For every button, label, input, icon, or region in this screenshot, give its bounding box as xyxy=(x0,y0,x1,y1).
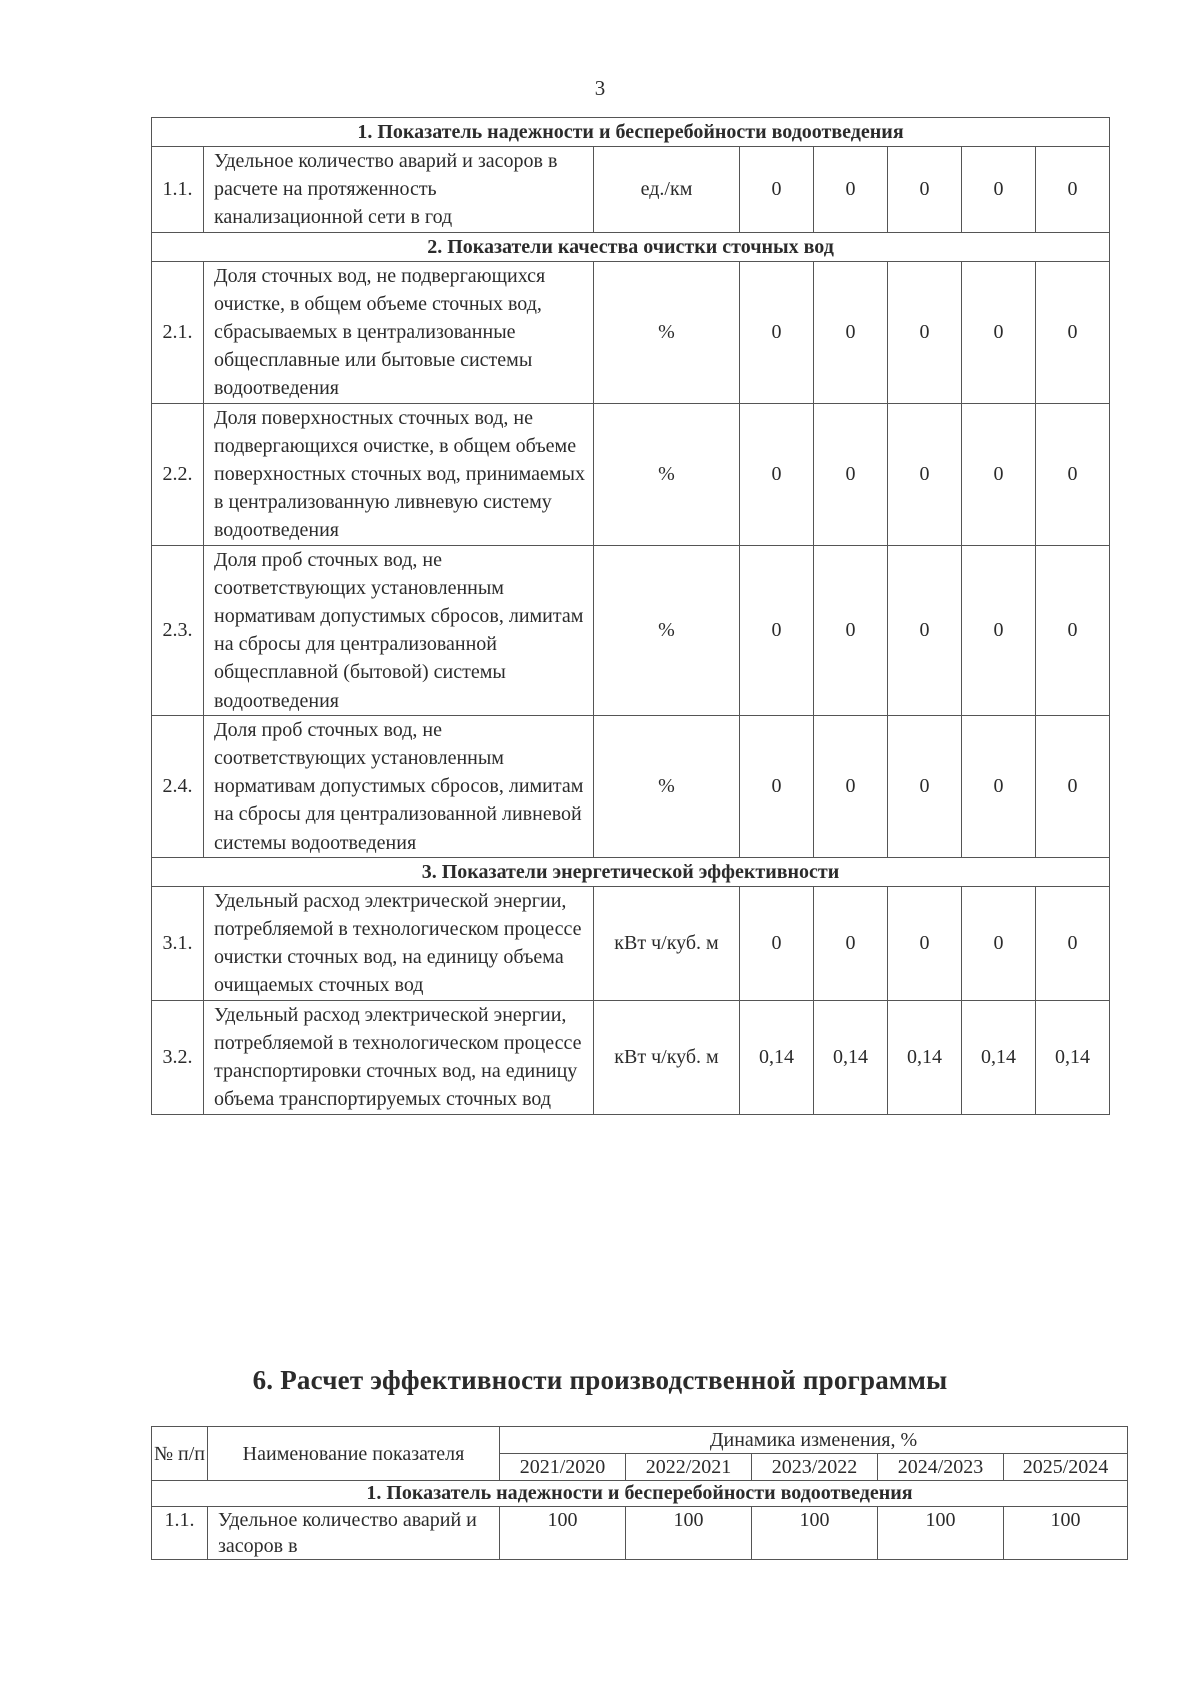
section-heading: 6. Расчет эффективности производственной программы xyxy=(252,1365,948,1395)
value-cell: 0 xyxy=(814,261,888,403)
value-cell: 0 xyxy=(888,261,962,403)
indicator-name: Удельный расход электрической энергии, потребляемой в технологическом процессе транспортировки сточных вод, на единицу объема транспортируемых сточных вод xyxy=(204,1000,594,1114)
value-cell: 0 xyxy=(888,715,962,857)
unit-cell: % xyxy=(594,261,740,403)
value-cell: 100 xyxy=(1004,1507,1128,1560)
unit-cell: % xyxy=(594,715,740,857)
section-row xyxy=(152,118,1110,147)
value-cell: 0 xyxy=(740,403,814,545)
table-row xyxy=(152,1507,1128,1560)
value-cell: 0 xyxy=(1036,715,1110,857)
value-cell: 0,14 xyxy=(888,1000,962,1114)
value-cell: 0 xyxy=(1036,261,1110,403)
value-cell: 0 xyxy=(888,403,962,545)
table-row xyxy=(152,715,1110,857)
unit-cell: кВт ч/куб. м xyxy=(594,886,740,1000)
row-number: 1.1. xyxy=(152,147,204,233)
value-cell: 0 xyxy=(962,545,1036,715)
value-cell: 100 xyxy=(626,1507,752,1560)
section-row xyxy=(152,1481,1128,1507)
value-cell: 0 xyxy=(962,403,1036,545)
col-header-period: 2023/2022 xyxy=(752,1454,878,1481)
value-cell: 0,14 xyxy=(1036,1000,1110,1114)
value-cell: 0 xyxy=(1036,403,1110,545)
col-header-name: Наименование показателя xyxy=(208,1427,500,1481)
value-cell: 0 xyxy=(814,403,888,545)
value-cell: 0 xyxy=(740,261,814,403)
unit-cell: % xyxy=(594,545,740,715)
value-cell: 0 xyxy=(814,545,888,715)
section-row xyxy=(152,857,1110,886)
row-number: 2.1. xyxy=(152,261,204,403)
row-number: 2.2. xyxy=(152,403,204,545)
col-header-period: 2025/2024 xyxy=(1004,1454,1128,1481)
section-title: 1. Показатель надежности и бесперебойности водоотведения xyxy=(152,1481,1128,1507)
value-cell: 0 xyxy=(888,147,962,233)
row-number: 3.2. xyxy=(152,1000,204,1114)
indicator-name: Доля сточных вод, не подвергающихся очистке, в общем объеме сточных вод, сбрасываемых в централизованные общесплавные или бытовые системы водоотведения xyxy=(204,261,594,403)
value-cell: 0 xyxy=(740,147,814,233)
value-cell: 100 xyxy=(500,1507,626,1560)
indicator-name: Удельное количество аварий и засоров в xyxy=(208,1507,500,1560)
value-cell: 0 xyxy=(814,147,888,233)
unit-cell: кВт ч/куб. м xyxy=(594,1000,740,1114)
section-title: 1. Показатель надежности и бесперебойности водоотведения xyxy=(152,118,1110,147)
col-header-period: 2022/2021 xyxy=(626,1454,752,1481)
table-row xyxy=(152,886,1110,1000)
value-cell: 100 xyxy=(878,1507,1004,1560)
value-cell: 0 xyxy=(962,886,1036,1000)
value-cell: 0 xyxy=(1036,147,1110,233)
section-title: 2. Показатели качества очистки сточных вод xyxy=(152,232,1110,261)
efficiency-table xyxy=(151,1426,1128,1560)
value-cell: 0 xyxy=(888,886,962,1000)
indicator-name: Доля проб сточных вод, не соответствующих установленным нормативам допустимых сбросов, лимитам на сбросы для централизованной общесплавной (бытовой) системы водоотведения xyxy=(204,545,594,715)
table-row xyxy=(152,545,1110,715)
col-header-period: 2024/2023 xyxy=(878,1454,1004,1481)
value-cell: 0 xyxy=(962,147,1036,233)
value-cell: 0 xyxy=(1036,886,1110,1000)
value-cell: 0 xyxy=(962,715,1036,857)
row-number: 2.4. xyxy=(152,715,204,857)
value-cell: 0 xyxy=(888,545,962,715)
row-number: 3.1. xyxy=(152,886,204,1000)
efficiency-header-row xyxy=(152,1427,1128,1454)
indicator-name: Доля проб сточных вод, не соответствующих установленным нормативам допустимых сбросов, лимитам на сбросы для централизованной ливневой системы водоотведения xyxy=(204,715,594,857)
value-cell: 0 xyxy=(740,886,814,1000)
unit-cell: ед./км xyxy=(594,147,740,233)
indicator-name: Удельное количество аварий и засоров в расчете на протяженность канализационной сети в год xyxy=(204,147,594,233)
value-cell: 0 xyxy=(814,715,888,857)
col-header-period: 2021/2020 xyxy=(500,1454,626,1481)
value-cell: 0 xyxy=(962,261,1036,403)
value-cell: 0,14 xyxy=(814,1000,888,1114)
unit-cell: % xyxy=(594,403,740,545)
value-cell: 0 xyxy=(1036,545,1110,715)
indicator-name: Удельный расход электрической энергии, потребляемой в технологическом процессе очистки сточных вод, на единицу объема очищаемых сточных вод xyxy=(204,886,594,1000)
indicators-table-body xyxy=(152,118,1110,1115)
page-number: 3 xyxy=(594,76,606,100)
row-number: 2.3. xyxy=(152,545,204,715)
row-number: 1.1. xyxy=(152,1507,208,1560)
value-cell: 0,14 xyxy=(740,1000,814,1114)
table-row xyxy=(152,1000,1110,1114)
section-title: 3. Показатели энергетической эффективности xyxy=(152,857,1110,886)
table-row xyxy=(152,403,1110,545)
value-cell: 0 xyxy=(740,715,814,857)
section-row xyxy=(152,232,1110,261)
col-header-dynamics: Динамика изменения, % xyxy=(500,1427,1128,1454)
table-row xyxy=(152,147,1110,233)
indicators-table xyxy=(151,117,1110,1115)
value-cell: 0 xyxy=(740,545,814,715)
value-cell: 0 xyxy=(814,886,888,1000)
indicator-name: Доля поверхностных сточных вод, не подвергающихся очистке, в общем объеме поверхностных сточных вод, принимаемых в централизованную ливневую систему водоотведения xyxy=(204,403,594,545)
col-header-num: № п/п xyxy=(152,1427,208,1481)
table-row xyxy=(152,261,1110,403)
value-cell: 100 xyxy=(752,1507,878,1560)
value-cell: 0,14 xyxy=(962,1000,1036,1114)
